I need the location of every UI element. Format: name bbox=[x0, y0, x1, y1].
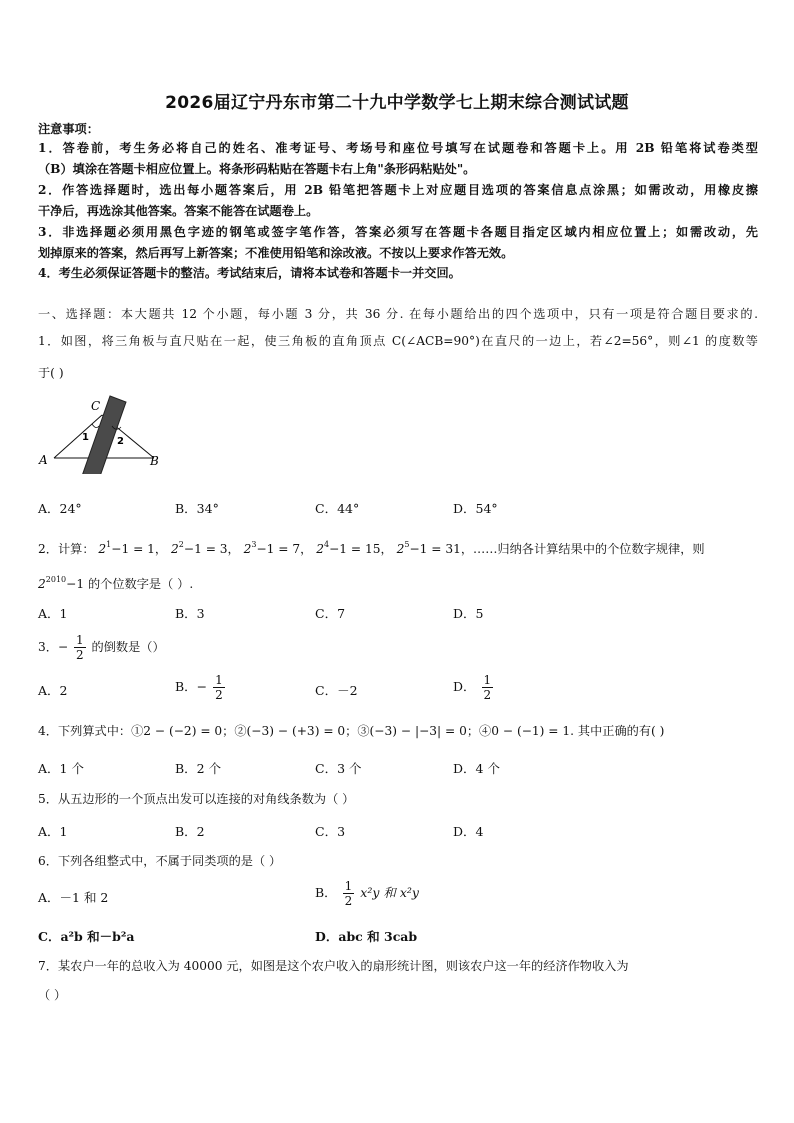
question-1-text-cont: 于( ) bbox=[38, 366, 64, 380]
power-base: 2 bbox=[38, 577, 46, 591]
question-2-options bbox=[38, 604, 758, 622]
power-exponent: 2010 bbox=[45, 575, 67, 584]
fraction-denominator: 2 bbox=[483, 688, 492, 702]
fraction bbox=[74, 633, 86, 662]
option-c[interactable]: C．44° bbox=[315, 501, 360, 516]
expression-rest: −1 = 31，……归纳各计算结果中的个位数字规律，则 bbox=[409, 542, 705, 556]
option-a[interactable]: A．1 个 bbox=[38, 761, 84, 776]
option-c[interactable]: C．3 bbox=[315, 824, 346, 839]
power-exponent: 3 bbox=[251, 540, 257, 549]
question-3-text bbox=[38, 633, 758, 663]
fraction-denominator: 2 bbox=[215, 688, 223, 702]
notice-item: 干净后，再选涂其他答案。答案不能答在试题卷上。 bbox=[38, 204, 319, 218]
option-c[interactable]: C．a²b 和－b²a bbox=[38, 929, 135, 944]
question-7-text-cont: （ ） bbox=[38, 988, 67, 1002]
power-base: 2 bbox=[396, 542, 405, 556]
option-d-prefix: D． bbox=[453, 679, 476, 694]
option-d[interactable] bbox=[453, 673, 495, 702]
fraction-numerator: 1 bbox=[76, 633, 84, 647]
notice-item: 划掉原来的答案，然后再写上新答案；不准使用铅笔和涂改液。不按以上要求作答无效。 bbox=[38, 246, 514, 260]
question-2-text bbox=[38, 537, 758, 557]
question-3-options bbox=[38, 673, 758, 707]
vertex-b-label: B bbox=[150, 454, 159, 468]
notice-item: 3．非选择题必须用黑色字迹的钢笔或签字笔作答，答案必须写在答题卡各题目指定区域内相应位置上；如需改动，先 bbox=[38, 225, 758, 239]
question-6-options-row2 bbox=[38, 927, 758, 945]
question-6-options-row1 bbox=[38, 879, 758, 913]
option-b[interactable]: B．34° bbox=[175, 501, 219, 516]
option-b-prefix: B．− bbox=[175, 679, 208, 694]
angle-1-arc bbox=[92, 424, 99, 428]
question-4-text: 4．下列算式中：①2 − (−2) = 0；②(−3) − (+3) = 0；③(−3) − |−3| = 0；④0 − (−1) = 1. 其中正确的有( ) bbox=[38, 724, 665, 738]
question-5-text: 5．从五边形的一个顶点出发可以连接的对角线条数为（ ） bbox=[38, 792, 355, 806]
fraction-denominator: 2 bbox=[344, 894, 353, 908]
power-exponent: 1 bbox=[106, 540, 112, 549]
fraction-numerator: 1 bbox=[215, 673, 223, 687]
question-3-suffix: 的倒数是（） bbox=[91, 640, 165, 654]
power-exponent: 4 bbox=[323, 540, 330, 549]
option-a[interactable]: A．－1 和 2 bbox=[38, 890, 109, 905]
option-b[interactable] bbox=[315, 879, 419, 908]
notice-heading: 注意事项： bbox=[38, 122, 99, 136]
angle-1-label: 1 bbox=[82, 432, 89, 443]
question-1-text: 1．如图，将三角板与直尺贴在一起，使三角板的直角顶点 C(∠ACB=90°)在直尺的一边上，若∠2=56°，则∠1 的度数等 bbox=[38, 334, 758, 348]
fraction bbox=[482, 673, 494, 702]
option-b[interactable]: B．2 个 bbox=[175, 761, 222, 776]
power-base: 2 bbox=[316, 542, 324, 556]
question-3-prefix: 3．− bbox=[38, 640, 69, 654]
option-b[interactable]: B．2 bbox=[175, 824, 205, 839]
notice-item: （B）填涂在答题卡相应位置上。将条形码粘贴在答题卡右上角"条形码粘贴处"。 bbox=[38, 162, 476, 176]
fraction bbox=[343, 879, 355, 908]
question-4-options bbox=[38, 759, 758, 777]
fraction bbox=[213, 673, 225, 702]
option-d[interactable]: D．54° bbox=[453, 501, 498, 516]
question-6-text: 6．下列各组整式中，不属于同类项的是（ ） bbox=[38, 854, 282, 868]
section-heading: 一、选择题：本大题共 12 个小题，每小题 3 分，共 36 分. 在每小题给出的四个选项中，只有一项是符合题目要求的. bbox=[38, 307, 758, 321]
option-a[interactable]: A．24° bbox=[38, 501, 82, 516]
question-2-text-cont bbox=[38, 572, 758, 592]
question-7-text: 7．某农户一年的总收入为 40000 元，如图是这个农户收入的扇形统计图，则该农户这一年的经济作物收入为 bbox=[38, 959, 629, 973]
option-d[interactable]: D．4 个 bbox=[453, 761, 500, 776]
option-a[interactable]: A．2 bbox=[38, 683, 68, 698]
page-title: 2026届辽宁丹东市第二十九中学数学七上期末综合测试试题 bbox=[165, 93, 629, 113]
fraction-numerator: 1 bbox=[344, 879, 353, 893]
angle-2-label: 2 bbox=[117, 436, 124, 447]
expression-rest: −1 = 15， bbox=[329, 542, 393, 556]
fraction-denominator: 2 bbox=[76, 648, 84, 662]
power-base: 2 bbox=[98, 542, 107, 556]
fraction-numerator: 1 bbox=[483, 673, 492, 687]
triangle-ruler-figure bbox=[36, 394, 176, 474]
option-b[interactable]: B．3 bbox=[175, 606, 205, 621]
vertex-c-label: C bbox=[91, 399, 101, 413]
option-a[interactable]: A．1 bbox=[38, 606, 68, 621]
expression-rest: −1 = 7， bbox=[256, 542, 313, 556]
notice-item: 4．考生必须保证答题卡的整洁。考试结束后，请将本试卷和答题卡一并交回。 bbox=[38, 266, 461, 280]
option-c[interactable]: C．7 bbox=[315, 606, 346, 621]
question-5-options bbox=[38, 822, 758, 840]
expression-rest: −1 = 3， bbox=[183, 542, 240, 556]
option-a[interactable]: A．1 bbox=[38, 824, 68, 839]
power-base: 2 bbox=[171, 542, 179, 556]
power-base: 2 bbox=[243, 542, 252, 556]
power-exponent: 5 bbox=[404, 540, 410, 549]
question-1-options bbox=[38, 499, 758, 517]
power-exponent: 2 bbox=[178, 540, 184, 549]
option-b[interactable] bbox=[175, 673, 227, 702]
option-d[interactable]: D．4 bbox=[453, 824, 484, 839]
option-b-prefix: B． bbox=[315, 885, 337, 900]
option-d[interactable]: D．5 bbox=[453, 606, 484, 621]
notice-item: 1．答卷前，考生务必将自己的姓名、准考证号、考场号和座位号填写在试题卷和答题卡上。用 2B 铅笔将试卷类型 bbox=[38, 141, 758, 155]
expression-rest: −1 的个位数字是（ ）. bbox=[66, 577, 194, 591]
option-d[interactable]: D．abc 和 3cab bbox=[315, 929, 418, 944]
vertex-a-label: A bbox=[39, 453, 48, 467]
option-c[interactable]: C．－2 bbox=[315, 683, 358, 698]
option-b-expression: x²y 和 x²y bbox=[360, 885, 419, 900]
expression-rest: −1 = 1， bbox=[111, 542, 168, 556]
question-2-prefix: 2．计算： bbox=[38, 542, 95, 556]
notice-item: 2．作答选择题时，选出每小题答案后，用 2B 铅笔把答题卡上对应题目选项的答案信息点涂黑；如需改动，用橡皮擦 bbox=[38, 183, 758, 197]
option-c[interactable]: C．3 个 bbox=[315, 761, 362, 776]
